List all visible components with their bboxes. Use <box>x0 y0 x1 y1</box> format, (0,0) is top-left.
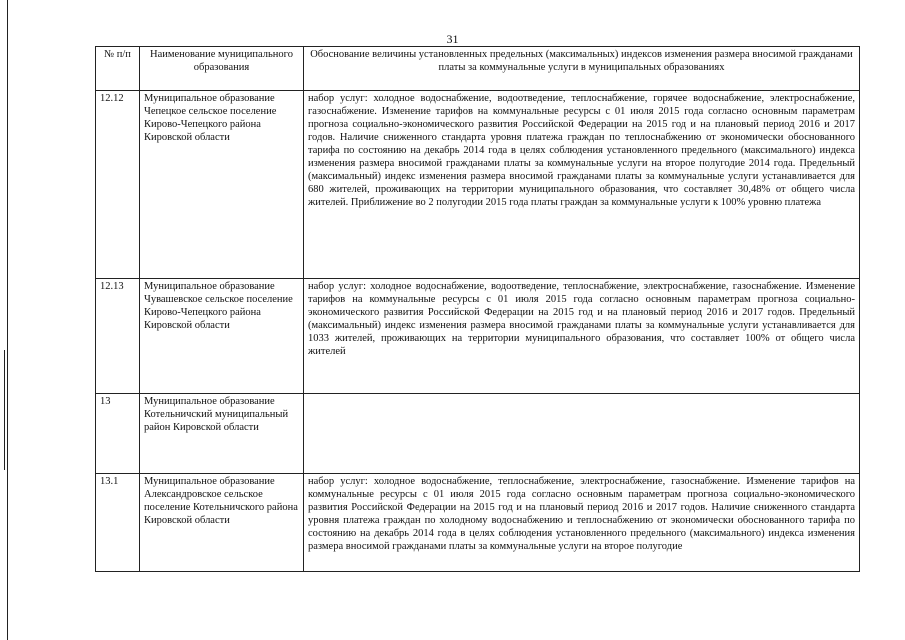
row-num: 12.13 <box>96 279 140 394</box>
table-row <box>96 474 860 572</box>
row-num: 13.1 <box>96 474 140 572</box>
row-name: Муниципальное образование Котельничский муниципальный район Кировской области <box>140 394 304 474</box>
row-num: 13 <box>96 394 140 474</box>
header-basis: Обоснование величины установленных предельных (максимальных) индексов изменения размера вносимой гражданами платы за коммунальные услуги в муниципальных образованиях <box>304 47 860 91</box>
table-row <box>96 394 860 474</box>
row-name: Муниципальное образование Александровское сельское поселение Котельничского района Кировской области <box>140 474 304 572</box>
services-index-table <box>95 46 860 572</box>
scan-edge-line <box>7 0 8 640</box>
header-num: № п/п <box>96 47 140 91</box>
row-num: 12.12 <box>96 91 140 279</box>
table-row <box>96 279 860 394</box>
table-row <box>96 91 860 279</box>
row-name: Муниципальное образование Чепецкое сельское поселение Кирово-Чепецкого района Кировской области <box>140 91 304 279</box>
row-name: Муниципальное образование Чувашевское сельское поселение Кирово-Чепецкого района Кировской области <box>140 279 304 394</box>
row-text: набор услуг: холодное водоснабжение, водоотведение, теплоснабжение, горячее водоснабжение, электроснабжение, газоснабжение. Изменение тарифов на коммунальные ресурсы с 01 июля 2015 года согласно основным параметрам прогноза социально-экономического развития Российской Федерации на 2015 год и на плановый период 2016 и 2017 годов. Наличие сниженного стандарта уровня платежа граждан по теплоснабжению от экономически обоснованного тарифа по состоянию на декабрь 2014 года в целях соблюдения установленного предельного (максимального) индекса изменения размера вносимой гражданами платы за коммунальные услуги на второе полугодие 2014 года. Предельный (максимальный) индекс изменения размера вносимой гражданами платы за коммунальные услуги устанавливается для 680 жителей, проживающих на территории муниципального образования, что составляет 30,48% от общего числа жителей. Приближение во 2 полугодии 2015 года платы граждан за коммунальные услуги к 100% уровню платежа <box>304 91 860 279</box>
row-text: набор услуг: холодное водоснабжение, теплоснабжение, электроснабжение, газоснабжение. Изменение тарифов на коммунальные ресурсы с 01 июля 2015 года согласно основным параметрам прогноза социально-экономического развития Российской Федерации на 2015 год и на плановый период 2016 и 2017 годов. Наличие сниженного стандарта уровня платежа граждан по холодному водоснабжению и теплоснабжению от экономически обоснованного тарифа по состоянию на декабрь 2014 года в целях соблюдения установленного предельного (максимального) индекса изменения размера вносимой гражданами платы за коммунальные услуги на второе полугодие <box>304 474 860 572</box>
row-text <box>304 394 860 474</box>
page-number: 31 <box>446 32 459 46</box>
row-text: набор услуг: холодное водоснабжение, водоотведение, теплоснабжение, электроснабжение, газоснабжение. Изменение тарифов на коммунальные ресурсы с 01 июля 2015 года согласно основным параметрам прогноза социально-экономического развития Российской Федерации на 2015 год и на плановый период 2016 и 2017 годов. Предельный (максимальный) индекс изменения размера вносимой гражданами платы за коммунальные услуги устанавливается для 1033 жителей, проживающих на территории муниципального образования, что составляет 100% от общего числа жителей <box>304 279 860 394</box>
header-name: Наименование муниципального образования <box>140 47 304 91</box>
table-header-row <box>96 47 860 91</box>
scan-edge-mark <box>4 350 5 470</box>
